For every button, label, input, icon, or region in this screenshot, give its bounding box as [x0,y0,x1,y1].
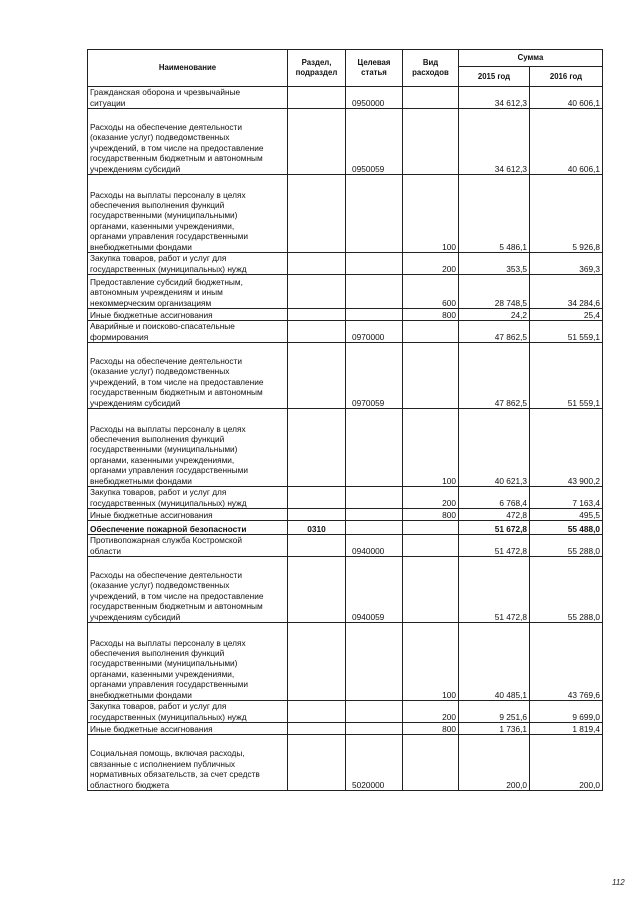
cell-section [288,535,346,557]
cell-sum-2015: 51 472,8 [459,557,530,623]
cell-expense-type [403,343,459,409]
cell-expense-type: 200 [403,701,459,723]
cell-article [346,487,403,509]
cell-expense-type [403,87,459,109]
cell-expense-type [403,557,459,623]
cell-article [346,521,403,535]
cell-sum-2016: 5 926,8 [530,175,603,253]
cell-sum-2016: 1 819,4 [530,723,603,735]
cell-name: Предоставление субсидий бюджетным, автономным учреждениям и иным некоммерческим организациям [88,275,288,309]
cell-sum-2016: 40 606,1 [530,109,603,175]
cell-expense-type: 600 [403,275,459,309]
cell-name: Гражданская оборона и чрезвычайные ситуации [88,87,288,109]
cell-expense-type [403,321,459,343]
page-number: 112 [612,878,625,887]
table-row [88,701,603,723]
cell-sum-2016: 34 284,6 [530,275,603,309]
cell-article: 0950059 [346,109,403,175]
cell-article [346,253,403,275]
cell-article: 0940000 [346,535,403,557]
cell-sum-2015: 51 472,8 [459,535,530,557]
cell-sum-2016: 43 900,2 [530,409,603,487]
cell-article: 0940059 [346,557,403,623]
table-row [88,253,603,275]
cell-section [288,623,346,701]
cell-section [288,723,346,735]
cell-article [346,309,403,321]
cell-section [288,175,346,253]
cell-article [346,175,403,253]
table-row [88,409,603,487]
table-row [88,521,603,535]
cell-expense-type: 100 [403,623,459,701]
cell-sum-2016: 43 769,6 [530,623,603,701]
cell-sum-2016: 200,0 [530,735,603,791]
cell-section [288,557,346,623]
cell-sum-2016: 7 163,4 [530,487,603,509]
cell-section [288,409,346,487]
cell-section [288,275,346,309]
cell-expense-type: 800 [403,723,459,735]
header-year-2015: 2015 год [459,67,530,87]
header-section: Раздел, подраздел [288,50,346,87]
cell-sum-2015: 200,0 [459,735,530,791]
cell-expense-type: 100 [403,175,459,253]
cell-expense-type: 100 [403,409,459,487]
table-row [88,723,603,735]
cell-article [346,275,403,309]
cell-name: Расходы на обеспечение деятельности (оказание услуг) подведомственных учреждений, в том числе на предоставление государственным бюджетным и автономным учреждениям субсидий [88,343,288,409]
cell-name: Закупка товаров, работ и услуг для государственных (муниципальных) нужд [88,253,288,275]
cell-article: 0950000 [346,87,403,109]
cell-sum-2016: 55 288,0 [530,557,603,623]
cell-expense-type [403,535,459,557]
table-row [88,109,603,175]
cell-section [288,87,346,109]
cell-sum-2015: 1 736,1 [459,723,530,735]
cell-article: 5020000 [346,735,403,791]
cell-name: Закупка товаров, работ и услуг для государственных (муниципальных) нужд [88,487,288,509]
cell-section [288,309,346,321]
table-row [88,487,603,509]
cell-sum-2015: 40 485,1 [459,623,530,701]
cell-name: Аварийные и поисково-спасательные формирования [88,321,288,343]
cell-sum-2016: 51 559,1 [530,343,603,409]
cell-name: Закупка товаров, работ и услуг для государственных (муниципальных) нужд [88,701,288,723]
cell-section [288,735,346,791]
cell-expense-type: 200 [403,253,459,275]
cell-section [288,343,346,409]
cell-section [288,321,346,343]
cell-expense-type [403,735,459,791]
cell-sum-2015: 51 672,8 [459,521,530,535]
cell-sum-2016: 495,5 [530,509,603,521]
cell-sum-2015: 353,5 [459,253,530,275]
cell-sum-2015: 5 486,1 [459,175,530,253]
cell-sum-2016: 55 488,0 [530,521,603,535]
cell-article [346,623,403,701]
table-row [88,557,603,623]
table-row [88,87,603,109]
cell-name: Расходы на выплаты персоналу в целях обеспечения выполнения функций государственными (муниципальными) органами, казенными учреждениями, органами управления государственными внебюджетными фондами [88,409,288,487]
cell-sum-2016: 55 288,0 [530,535,603,557]
cell-sum-2015: 34 612,3 [459,109,530,175]
cell-section [288,109,346,175]
cell-section [288,509,346,521]
cell-article [346,723,403,735]
cell-sum-2015: 47 862,5 [459,321,530,343]
table-row [88,535,603,557]
table-row [88,509,603,521]
cell-sum-2016: 25,4 [530,309,603,321]
cell-article [346,409,403,487]
table-row [88,321,603,343]
cell-name: Обеспечение пожарной безопасности [88,521,288,535]
table-row [88,309,603,321]
cell-article [346,509,403,521]
cell-sum-2015: 6 768,4 [459,487,530,509]
cell-expense-type [403,521,459,535]
cell-section [288,701,346,723]
table-row [88,275,603,309]
cell-name: Иные бюджетные ассигнования [88,509,288,521]
cell-sum-2016: 369,3 [530,253,603,275]
cell-article [346,701,403,723]
cell-expense-type [403,109,459,175]
header-article: Целевая статья [346,50,403,87]
cell-sum-2015: 40 621,3 [459,409,530,487]
cell-sum-2015: 28 748,5 [459,275,530,309]
cell-section [288,253,346,275]
header-name: Наименование [88,50,288,87]
cell-sum-2015: 47 862,5 [459,343,530,409]
cell-name: Расходы на выплаты персоналу в целях обеспечения выполнения функций государственными (муниципальными) органами, казенными учреждениями, органами управления государственными внебюджетными фондами [88,623,288,701]
cell-sum-2015: 9 251,6 [459,701,530,723]
cell-expense-type: 800 [403,509,459,521]
cell-name: Иные бюджетные ассигнования [88,723,288,735]
table-row [88,623,603,701]
header-sum: Сумма [459,50,603,67]
cell-expense-type: 200 [403,487,459,509]
cell-sum-2016: 51 559,1 [530,321,603,343]
header-expense-type: Вид расходов [403,50,459,87]
cell-sum-2015: 472,8 [459,509,530,521]
table-row [88,343,603,409]
cell-article: 0970059 [346,343,403,409]
table-row [88,735,603,791]
cell-name: Противопожарная служба Костромской области [88,535,288,557]
table-body [88,87,603,791]
budget-table [87,49,603,791]
cell-sum-2015: 24,2 [459,309,530,321]
cell-name: Расходы на обеспечение деятельности (оказание услуг) подведомственных учреждений, в том числе на предоставление государственным бюджетным и автономным учреждениям субсидий [88,557,288,623]
cell-name: Иные бюджетные ассигнования [88,309,288,321]
cell-name: Социальная помощь, включая расходы, связанные с исполнением публичных нормативных обязательств, за счет средств областного бюджета [88,735,288,791]
cell-article: 0970000 [346,321,403,343]
cell-sum-2016: 40 606,1 [530,87,603,109]
cell-section [288,487,346,509]
cell-section: 0310 [288,521,346,535]
cell-expense-type: 800 [403,309,459,321]
cell-name: Расходы на обеспечение деятельности (оказание услуг) подведомственных учреждений, в том числе на предоставление государственным бюджетным и автономным учреждениям субсидий [88,109,288,175]
header-year-2016: 2016 год [530,67,603,87]
cell-name: Расходы на выплаты персоналу в целях обеспечения выполнения функций государственными (муниципальными) органами, казенными учреждениями, органами управления государственными внебюджетными фондами [88,175,288,253]
cell-sum-2015: 34 612,3 [459,87,530,109]
table-row [88,175,603,253]
cell-sum-2016: 9 699,0 [530,701,603,723]
